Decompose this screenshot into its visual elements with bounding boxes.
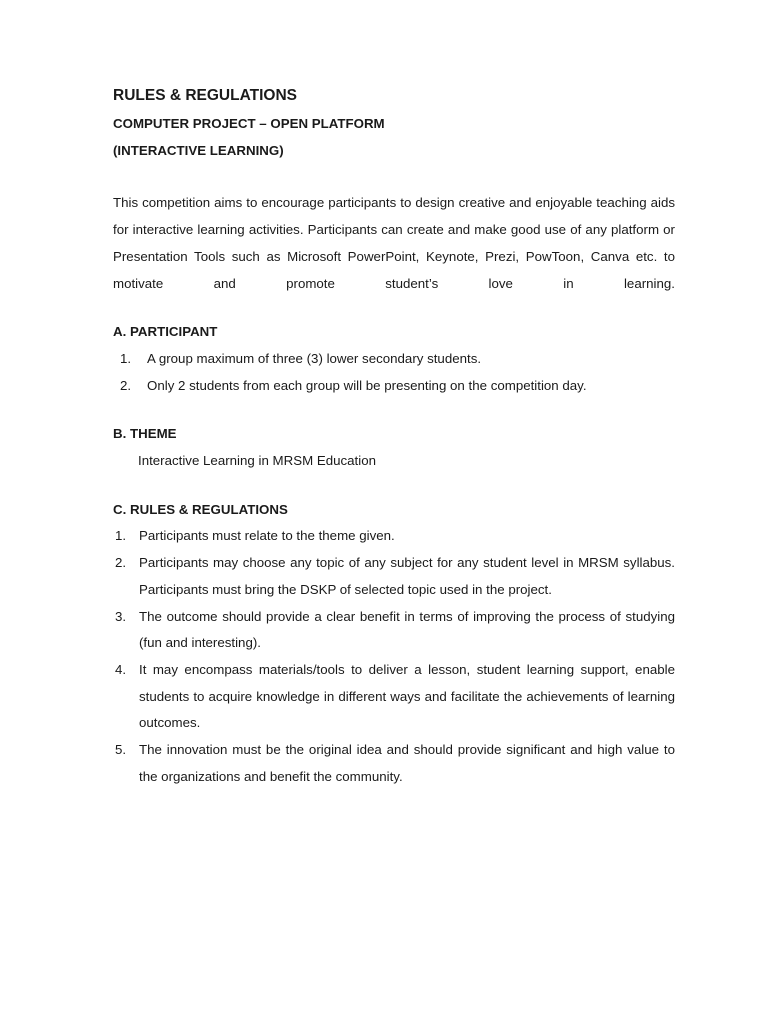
list-item-number: 1. xyxy=(120,350,132,366)
rules-heading: C. RULES & REGULATIONS xyxy=(113,501,288,517)
intro-paragraph: This competition aims to encourage participants to design creative and enjoyable teaching aids for interactive learning activities. Participants can create and make good use of any platform or Presentation Tools such as Microsoft PowerPoint, Keynote, Prezi, PowToon, Canva etc. to motivate and promote student’s love in learning. xyxy=(113,195,675,291)
list-item-number: 5. xyxy=(115,742,127,758)
rules-list xyxy=(113,523,675,790)
theme-text: Interactive Learning in MRSM Education xyxy=(138,453,376,469)
document-title: RULES & REGULATIONS xyxy=(113,87,297,104)
theme-heading: B. THEME xyxy=(113,426,177,442)
list-item-text: A group maximum of three (3) lower secondary students. xyxy=(147,350,482,366)
list-item xyxy=(113,346,675,373)
participant-heading: A. PARTICIPANT xyxy=(113,324,218,340)
list-item xyxy=(113,550,675,603)
list-item-number: 2. xyxy=(115,555,127,571)
list-item-text: Only 2 students from each group will be presenting on the competition day. xyxy=(147,377,587,393)
list-item-text: The innovation must be the original idea and should provide significant and high value to the organizations and benefit the community. xyxy=(139,742,675,784)
list-item-number: 2. xyxy=(120,377,132,393)
list-item-text: Participants may choose any topic of any subject for any student level in MRSM syllabus. Participants must bring the DSKP of selected topic used in the project. xyxy=(139,555,675,597)
document-subtitle-category: (INTERACTIVE LEARNING) xyxy=(113,142,284,158)
list-item xyxy=(113,657,675,737)
list-item xyxy=(113,604,675,657)
list-item-number: 1. xyxy=(115,528,127,544)
list-item-number: 3. xyxy=(115,608,127,624)
list-item xyxy=(113,737,675,790)
list-item-text: The outcome should provide a clear benefit in terms of improving the process of studying (fun and interesting). xyxy=(139,608,675,651)
list-item-text: It may encompass materials/tools to deliver a lesson, student learning support, enable students to acquire knowledge in different ways and facilitate the achievements of learning outcomes. xyxy=(139,661,675,731)
list-item-number: 4. xyxy=(115,661,127,677)
document-subtitle-project: COMPUTER PROJECT – OPEN PLATFORM xyxy=(113,116,385,131)
document-body xyxy=(113,84,675,790)
participant-list xyxy=(113,346,675,399)
list-item xyxy=(113,373,675,400)
list-item xyxy=(113,523,675,550)
list-item-text: Participants must relate to the theme given. xyxy=(139,528,395,544)
